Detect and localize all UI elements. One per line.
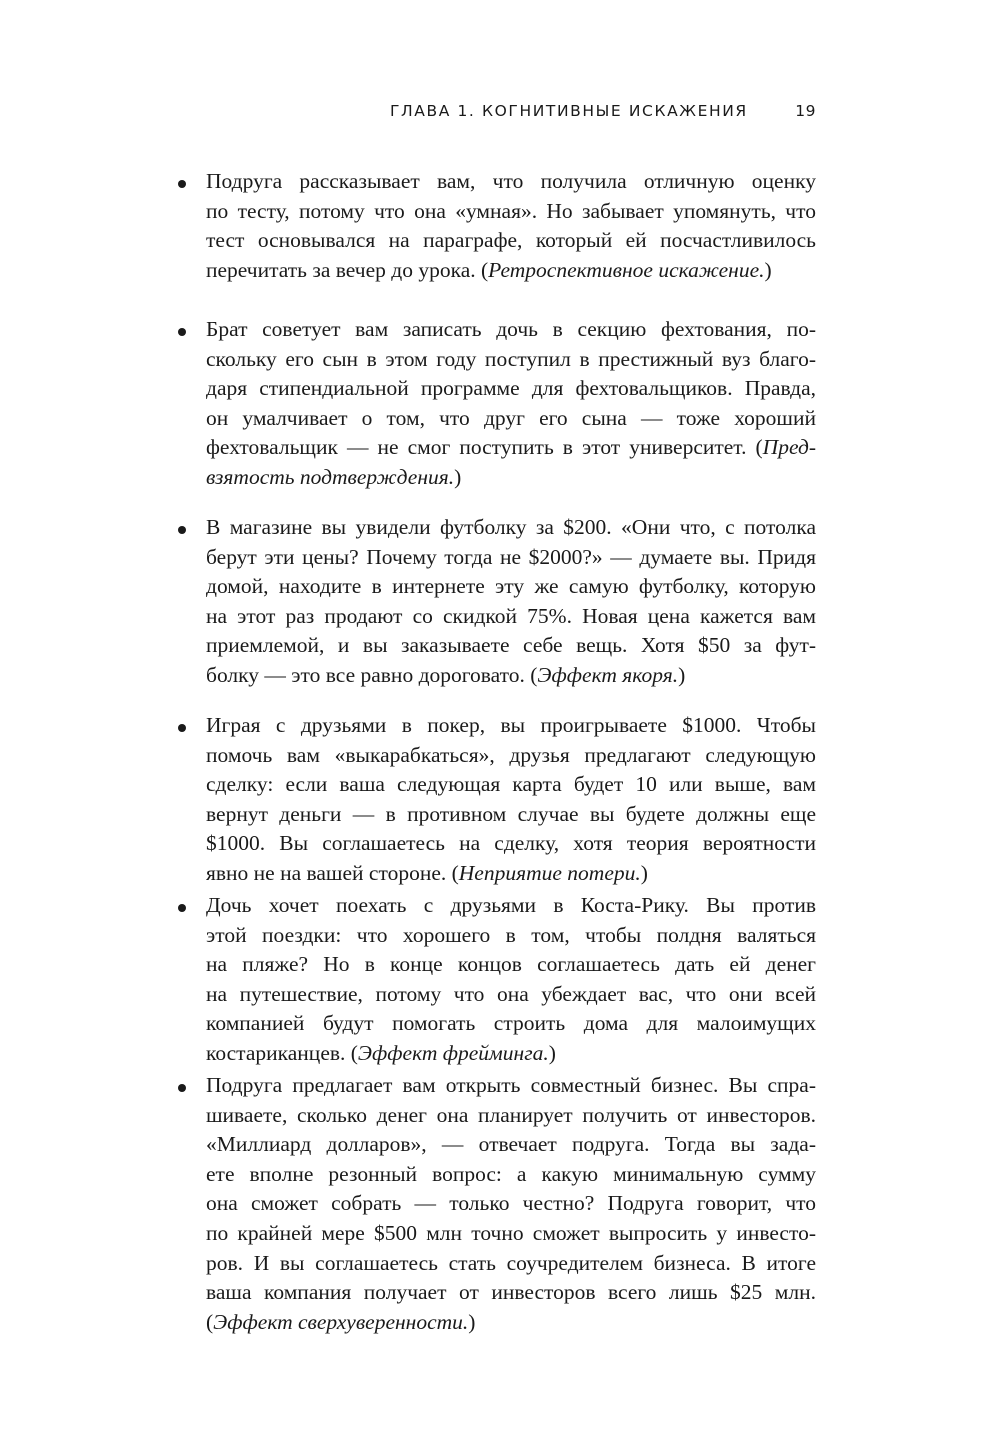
item-text — [206, 513, 816, 691]
text-line: по крайней мере $500 млн точно сможет выпросить у инвесто- — [206, 1220, 816, 1245]
bias-term: Эффект фрейминга. — [357, 1040, 549, 1065]
bias-term: взятость подтверждения. — [206, 464, 455, 489]
text-line: тест основывался на параграфе, который ей посчастливилось — [206, 228, 816, 253]
text-line — [206, 661, 816, 691]
bullet-icon — [178, 328, 186, 336]
bias-term: Эффект якоря. — [537, 662, 679, 687]
chapter-title: ГЛАВА 1. КОГНИТИВНЫЕ ИСКАЖЕНИЯ — [390, 102, 748, 120]
list-item — [178, 711, 816, 891]
text-line: на путешествие, потому что она убеждает вас, что они всей — [206, 981, 816, 1006]
item-text — [206, 167, 816, 285]
text-line: на этот раз продают со скидкой 75%. Новая цена кажется вам — [206, 603, 816, 628]
text-fragment: ) — [468, 1309, 476, 1334]
text-line — [206, 433, 816, 463]
text-line: скольку его сын в этом году поступил в престижный вуз благо- — [206, 346, 816, 371]
text-fragment: ) — [640, 860, 648, 885]
text-line: берут эти цены? Почему тогда не $2000?» — думаете вы. Придя — [206, 544, 816, 569]
text-line — [206, 1308, 816, 1338]
bias-term-part: Пред- — [762, 435, 816, 460]
item-text — [206, 1071, 816, 1337]
list-item — [178, 1071, 816, 1341]
text-line: В магазине вы увидели футболку за $200. «Они что, с потолка — [206, 515, 816, 539]
bullet-icon — [178, 180, 186, 188]
text-line: этой поездки: что хорошего в том, чтобы полдня валяться — [206, 922, 816, 947]
bias-term: Эффект сверхуверенности. — [213, 1309, 469, 1334]
text-line: ваша компания получает от инвесторов всего лишь $25 млн. — [206, 1280, 816, 1305]
text-fragment: костариканцев. ( — [206, 1040, 358, 1065]
text-line: сделку: если ваша следующая карта будет 10 или выше, вам — [206, 772, 816, 797]
text-fragment: ) — [678, 662, 686, 687]
bullet-icon — [178, 904, 186, 912]
text-fragment: перечитать за вечер до урока. ( — [206, 257, 489, 282]
text-fragment: фехтовальщик — не смог поступить в этот университет. ( — [206, 435, 763, 460]
text-line: Подруга предлагает вам открыть совместный бизнес. Вы спра- — [206, 1073, 816, 1097]
text-line: «Миллиард долларов», — отвечает подруга. Тогда вы зада- — [206, 1132, 816, 1157]
text-line: Брат советует вам записать дочь в секцию фехтования, по- — [206, 317, 816, 341]
text-line: $1000. Вы соглашаетесь на сделку, хотя теория вероятности — [206, 831, 816, 856]
text-fragment: ) — [764, 257, 772, 282]
text-line: по тесту, потому что она «умная». Но забывает упомянуть, что — [206, 198, 816, 223]
bias-term: Ретроспективное искажение. — [488, 257, 765, 282]
text-line — [206, 859, 816, 889]
text-line — [206, 1039, 816, 1069]
list-item — [178, 167, 816, 315]
text-line: Подруга рассказывает вам, что получила отличную оценку — [206, 169, 816, 193]
page-number: 19 — [795, 102, 816, 120]
bias-term: Неприятие потери. — [458, 860, 641, 885]
bullet-icon — [178, 1084, 186, 1092]
text-line: домой, находите в интернете эту же самую футболку, которую — [206, 574, 816, 599]
item-text — [206, 891, 816, 1069]
text-line: на пляже? Но в конце концов соглашаетесь дать ей денег — [206, 952, 816, 977]
text-line: ете вполне резонный вопрос: а какую минимальную сумму — [206, 1161, 816, 1186]
bullet-list — [178, 167, 816, 1341]
bullet-icon — [178, 724, 186, 732]
text-line: помочь вам «выкарабкаться», друзья предлагают следующую — [206, 742, 816, 767]
text-line: он умалчивает о том, что друг его сына — тоже хороший — [206, 405, 816, 430]
text-line — [206, 463, 816, 493]
text-fragment: ( — [206, 1309, 214, 1334]
text-line: Играя с друзьями в покер, вы проигрываете $1000. Чтобы — [206, 713, 816, 737]
text-fragment: явно не на вашей стороне. ( — [206, 860, 459, 885]
text-line: Дочь хочет поехать с друзьями в Коста-Рику. Вы против — [206, 893, 816, 917]
text-line: компанией будут помогать строить дома для малоимущих — [206, 1011, 816, 1036]
text-line: вернут деньги — в противном случае вы будете должны еще — [206, 801, 816, 826]
text-line: она сможет собрать — только честно? Подруга говорит, что — [206, 1191, 816, 1216]
running-header — [390, 102, 816, 124]
text-line: приемлемой, и вы заказываете себе вещь. Хотя $50 за фут- — [206, 633, 816, 658]
text-line: шиваете, сколько денег она планирует получить от инвесторов. — [206, 1102, 816, 1127]
text-fragment: ) — [454, 464, 462, 489]
text-line: даря стипендиальной программе для фехтовальщиков. Правда, — [206, 376, 816, 401]
text-fragment: ) — [548, 1040, 556, 1065]
item-text — [206, 711, 816, 889]
list-item — [178, 891, 816, 1071]
text-fragment: болку — это все равно дороговато. ( — [206, 662, 538, 687]
list-item — [178, 315, 816, 513]
text-line — [206, 256, 816, 286]
item-text — [206, 315, 816, 493]
list-item — [178, 513, 816, 711]
bullet-icon — [178, 526, 186, 534]
text-line: ров. И вы соглашаетесь стать соучредителем бизнеса. В итоге — [206, 1250, 816, 1275]
